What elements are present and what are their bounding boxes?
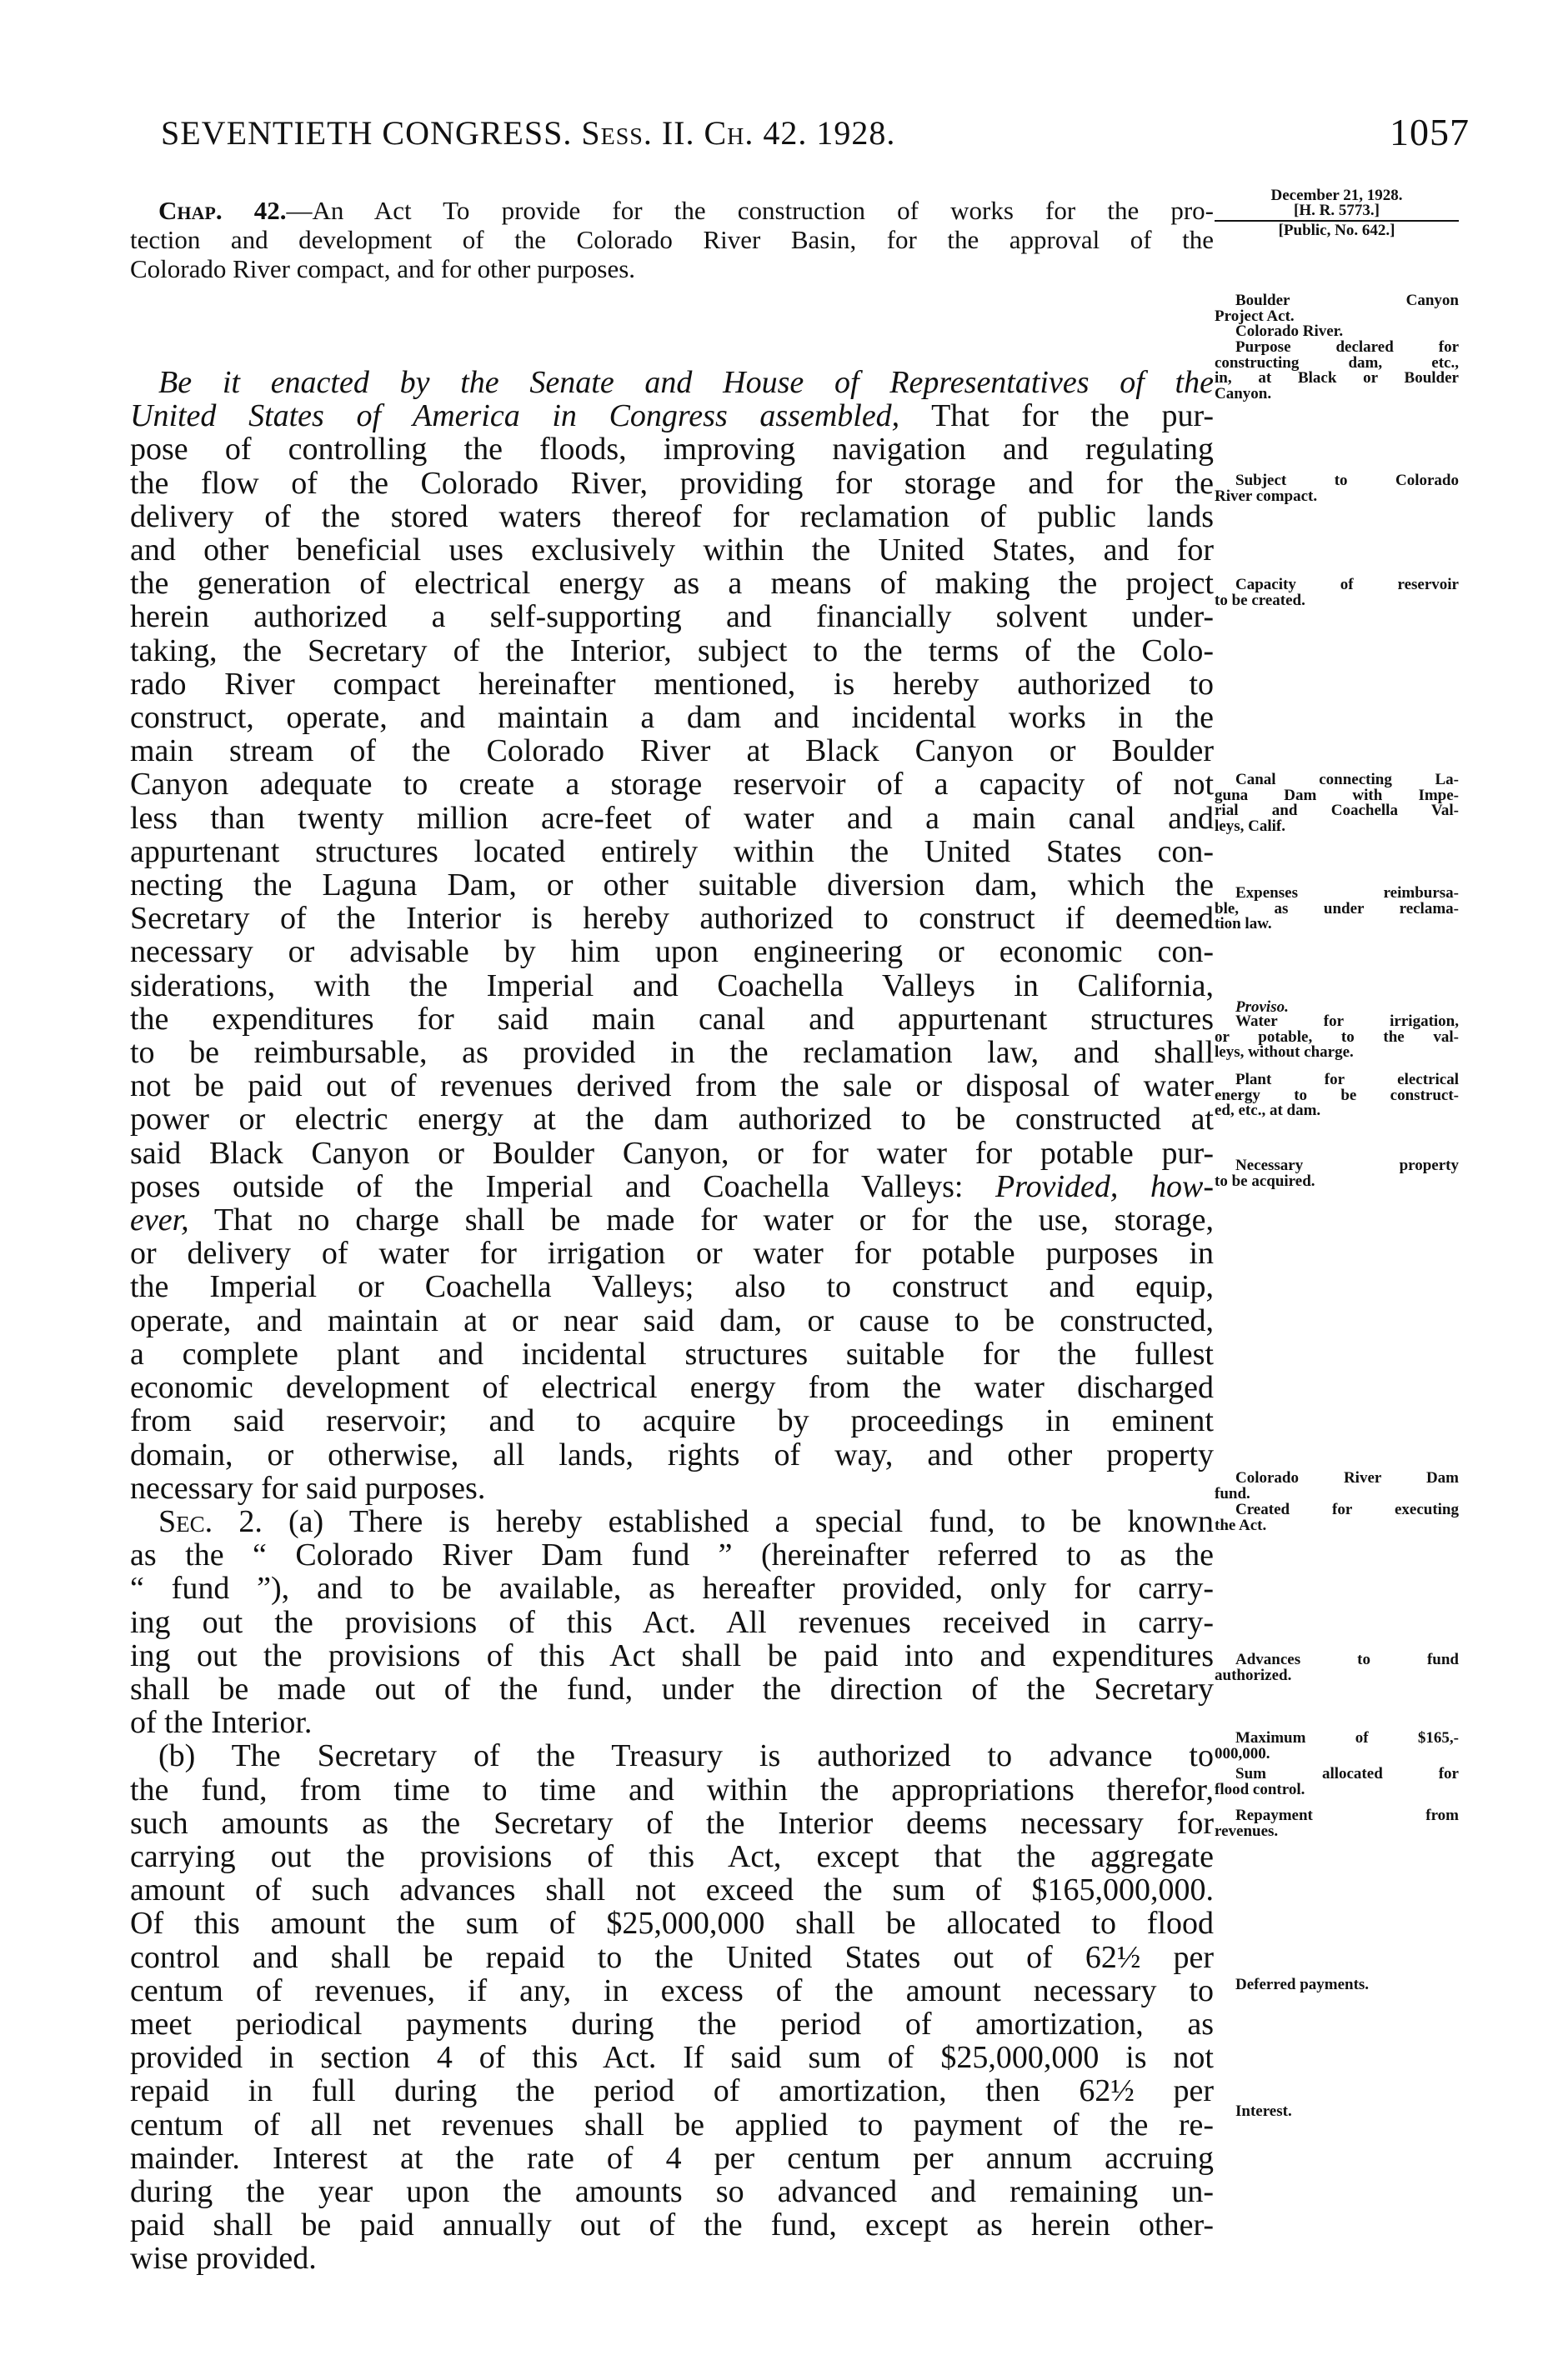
- text-run: repaid in full during the period of amortization, then 62½ per: [130, 2073, 1214, 2109]
- margin-note: [1215, 2104, 1459, 2120]
- text-run: Deferred payments.: [1235, 1976, 1370, 1993]
- year-label: 1928.: [816, 114, 896, 152]
- text-run: Colorado River Dam: [1235, 1469, 1459, 1487]
- text-run: poses outside of the Imperial and Coachella Valleys:: [130, 1168, 996, 1204]
- italic-text: Proviso.: [1235, 998, 1289, 1016]
- text-run: domain, or otherwise, all lands, rights of way, and other property: [130, 1437, 1214, 1472]
- text-run: the flow of the Colorado River, providing for storage and for the: [130, 465, 1214, 501]
- text-line: [130, 1438, 1214, 1472]
- text-line: [130, 1338, 1214, 1371]
- text-line: [130, 399, 1214, 432]
- session-label: Sess. II.: [581, 114, 695, 152]
- margin-note-line: [1215, 917, 1459, 932]
- text-run: of the Interior.: [130, 1705, 313, 1741]
- margin-note: [1215, 1808, 1459, 1839]
- act-body-text: [130, 366, 1214, 2276]
- text-run: the fund, from time to time and within the appropriations therefor,: [130, 1772, 1214, 1808]
- text-run: amount of such advances shall not exceed the sum of $165,000,000.: [130, 1872, 1214, 1908]
- margin-note: [1215, 772, 1459, 834]
- margin-note-line: [1215, 384, 1459, 402]
- text-run: or delivery of water for irrigation or water for potable purposes in: [130, 1236, 1214, 1272]
- text-run: Interest.: [1235, 2102, 1292, 2120]
- text-run: Colorado River.: [1235, 322, 1344, 340]
- margin-note-line: [1215, 1045, 1459, 1061]
- text-run: 2. (a) There is hereby established a special fund, to be known: [213, 1503, 1214, 1539]
- text-run: necessary or advisable by him upon engineering or economic con-: [130, 934, 1214, 970]
- text-line: [130, 1807, 1214, 1840]
- text-line: [130, 1036, 1214, 1069]
- text-line: [130, 2142, 1214, 2175]
- text-line: [130, 2074, 1214, 2108]
- text-run: the Imperial or Coachella Valleys; also to construct and equip,: [130, 1269, 1214, 1305]
- text-line: [130, 969, 1214, 1002]
- text-line: [130, 1974, 1214, 2008]
- text-run: siderations, with the Imperial and Coachella Valleys in California,: [130, 968, 1214, 1003]
- text-line: [130, 802, 1214, 835]
- text-line: [130, 902, 1214, 935]
- chapter-heading-text: —An Act To provide for the construction of works for the pro-: [286, 196, 1214, 225]
- margin-note: [1215, 340, 1459, 402]
- text-line: [130, 1102, 1214, 1136]
- text-run: tion law.: [1215, 915, 1272, 932]
- text-run: Canyon.: [1215, 384, 1272, 402]
- running-header: [161, 113, 1470, 157]
- text-line: [130, 1606, 1214, 1639]
- margin-note: [1215, 1072, 1459, 1119]
- text-line: [130, 600, 1214, 633]
- margin-note-line: [1215, 1518, 1459, 1534]
- text-run: paid shall be paid annually out of the fund, except as herein other-: [130, 2208, 1214, 2243]
- text-run: Purpose declared for: [1235, 338, 1459, 356]
- margin-note-line: [1215, 1978, 1459, 1993]
- text-run: energy to be construct-: [1215, 1086, 1459, 1104]
- text-run: fund.: [1215, 1484, 1250, 1502]
- text-line: [130, 734, 1214, 768]
- text-run: Maximum of $165,-: [1235, 1729, 1459, 1747]
- text-line: [130, 2041, 1214, 2074]
- margin-note: [1215, 1471, 1459, 1502]
- chapter-number: Chap. 42.: [158, 196, 287, 225]
- margin-note: [1215, 1158, 1459, 1189]
- text-run: River compact.: [1215, 487, 1318, 505]
- text-run: Advances to fund: [1235, 1651, 1459, 1668]
- chapter-heading-line: Colorado River compact, and for other purposes.: [130, 254, 636, 283]
- text-run: Water for irrigation,: [1235, 1012, 1459, 1030]
- text-line: [130, 1404, 1214, 1438]
- text-run: Created for executing: [1235, 1501, 1459, 1518]
- text-line: [130, 1069, 1214, 1102]
- margin-note-line: [1215, 324, 1459, 340]
- text-run: during the year upon the amounts so advanced and remaining un-: [130, 2173, 1214, 2209]
- text-run: less than twenty million acre-feet of water and a main canal and: [130, 800, 1214, 836]
- text-line: [130, 1572, 1214, 1605]
- text-run: the generation of electrical energy as a means of making the project: [130, 566, 1214, 602]
- chapter-label: Ch. 42.: [704, 114, 808, 152]
- text-run: and other beneficial uses exclusively within the United States, and for: [130, 532, 1214, 568]
- text-line: [130, 467, 1214, 500]
- margin-note: [1215, 578, 1459, 608]
- margin-note: [1215, 324, 1459, 340]
- text-line: [130, 2208, 1214, 2242]
- text-run: economic development of electrical energy from the water discharged: [130, 1370, 1214, 1406]
- text-line: [130, 2242, 1214, 2275]
- text-run: 000,000.: [1215, 1744, 1270, 1762]
- margin-note: [1215, 1502, 1459, 1533]
- text-line: [130, 701, 1214, 734]
- text-line: [130, 1137, 1214, 1170]
- text-line: [130, 567, 1214, 600]
- text-run: provided in section 4 of this Act. If said sum of $25,000,000 is not: [130, 2040, 1214, 2076]
- text-run: ing out the provisions of this Act. All revenues received in carry-: [130, 1604, 1214, 1640]
- text-run: Canal connecting La-: [1235, 771, 1459, 788]
- text-run: Necessary property: [1235, 1157, 1459, 1174]
- chapter-heading-line: [130, 196, 1214, 225]
- text-run: That no charge shall be made for water or for the use, storage,: [188, 1202, 1214, 1238]
- text-line: [130, 1203, 1214, 1237]
- margin-note-line: [1215, 593, 1459, 609]
- text-line: [130, 1672, 1214, 1706]
- margin-note: [1215, 1014, 1459, 1061]
- text-run: meet periodical payments during the period of amortization, as: [130, 2006, 1214, 2042]
- text-run: as the “ Colorado River Dam fund ” (hereinafter referred to as the: [130, 1538, 1214, 1573]
- text-run: ble, as under reclama-: [1215, 899, 1459, 918]
- congress-title: SEVENTIETH CONGRESS.: [161, 114, 573, 152]
- text-run: Repayment from: [1235, 1807, 1459, 1824]
- text-run: shall be made out of the fund, under the direction of the Secretary: [130, 1671, 1214, 1707]
- text-run: operate, and maintain at or near said dam, or cause to be constructed,: [130, 1302, 1214, 1338]
- text-run: (b) The Secretary of the Treasury is authorized to advance to: [158, 1738, 1214, 1774]
- text-run: mainder. Interest at the rate of 4 per centum per annum accruing: [130, 2140, 1214, 2176]
- text-line: [130, 1505, 1214, 1538]
- margin-note: [1215, 473, 1459, 504]
- text-run: to be acquired.: [1215, 1172, 1315, 1190]
- italic-text: United States of America in Congress assembled,: [130, 398, 900, 434]
- text-line: [130, 1639, 1214, 1672]
- text-run: delivery of the stored waters thereof for reclamation of public lands: [130, 498, 1214, 534]
- text-line: [130, 2175, 1214, 2208]
- text-run: leys, without charge.: [1215, 1043, 1354, 1061]
- text-run: Capacity of reservoir: [1235, 576, 1459, 593]
- text-run: leys, Calif.: [1215, 817, 1285, 835]
- margin-note-line: [1215, 1744, 1459, 1762]
- text-run: Expenses reimbursa-: [1235, 884, 1459, 902]
- text-line: [130, 1538, 1214, 1572]
- text-run: or potable, to the val-: [1215, 1028, 1459, 1046]
- text-run: centum of all net revenues shall be applied to payment of the re-: [130, 2107, 1214, 2142]
- margin-note-line: [1215, 1782, 1459, 1798]
- text-run: main stream of the Colorado River at Black Canyon or Boulder: [130, 733, 1214, 769]
- text-line: [130, 1270, 1214, 1303]
- enactment-info: [1215, 188, 1459, 238]
- text-line: [130, 1304, 1214, 1338]
- text-line: [130, 634, 1214, 668]
- text-run: such amounts as the Secretary of the Interior deems necessary for: [130, 1805, 1214, 1841]
- text-line: [130, 1237, 1214, 1270]
- text-line: [130, 868, 1214, 902]
- bill-number: [H. R. 5773.]: [1294, 202, 1380, 219]
- text-line: [130, 1907, 1214, 1940]
- margin-note-line: [1215, 489, 1459, 505]
- text-run: centum of revenues, if any, in excess of the amount necessary to: [130, 1972, 1214, 2008]
- text-run: necessary for said purposes.: [130, 1470, 486, 1506]
- text-run: to be reimbursable, as provided in the reclamation law, and shall: [130, 1035, 1214, 1071]
- text-line: [130, 1002, 1214, 1036]
- text-line: [130, 1371, 1214, 1404]
- margin-note-line: [1215, 1471, 1459, 1487]
- text-line: [130, 366, 1214, 399]
- text-run: Sum allocated for: [1235, 1765, 1459, 1782]
- margin-note: [1215, 1652, 1459, 1683]
- text-line: [130, 1773, 1214, 1807]
- text-run: Plant for electrical: [1235, 1071, 1459, 1088]
- text-line: [130, 2108, 1214, 2142]
- text-run: Project Act.: [1215, 307, 1295, 325]
- italic-text: Provided, how-: [995, 1168, 1214, 1204]
- margin-note-line: [1215, 1174, 1459, 1190]
- text-run: from said reservoir; and to acquire by proceedings in eminent: [130, 1403, 1214, 1439]
- enactment-date: December 21, 1928.: [1270, 187, 1403, 204]
- text-run: Subject to Colorado: [1235, 472, 1459, 489]
- chapter-heading-line: tection and development of the Colorado River Basin, for the approval of the: [130, 225, 1214, 254]
- text-line: [130, 935, 1214, 968]
- italic-text: ever,: [130, 1202, 189, 1238]
- text-line: [130, 432, 1214, 466]
- text-run: power or electric energy at the dam authorized to be constructed at: [130, 1102, 1214, 1138]
- text-run: flood control.: [1215, 1780, 1305, 1798]
- margin-note: [1215, 293, 1459, 324]
- text-line: [130, 1941, 1214, 1974]
- chapter-heading: [130, 196, 1214, 283]
- margin-note-line: [1215, 1103, 1459, 1119]
- text-run: ing out the provisions of this Act shall be paid into and expenditures: [130, 1638, 1214, 1673]
- text-run: pose of controlling the floods, improving navigation and regulating: [130, 432, 1214, 468]
- text-run: ed, etc., at dam.: [1215, 1102, 1321, 1119]
- text-run: revenues.: [1215, 1822, 1279, 1840]
- margin-note-line: [1215, 1484, 1459, 1502]
- text-line: [130, 500, 1214, 533]
- text-line: [130, 2008, 1214, 2041]
- text-run: control and shall be repaid to the United States out of 62½ per: [130, 1939, 1214, 1975]
- text-run: Secretary of the Interior is hereby authorized to construct if deemed: [130, 901, 1214, 937]
- text-run: a complete plant and incidental structures suitable for the fullest: [130, 1336, 1214, 1372]
- page-number: 1057: [1390, 111, 1470, 153]
- margin-note-line: [1215, 819, 1459, 835]
- text-line: [130, 1873, 1214, 1907]
- text-run: Canyon adequate to create a storage reservoir of a capacity of not: [130, 767, 1214, 802]
- section-label: Sec.: [158, 1503, 213, 1539]
- text-run: carrying out the provisions of this Act, except that the aggregate: [130, 1838, 1214, 1874]
- text-line: [130, 835, 1214, 868]
- text-run: Boulder Canyon: [1235, 292, 1459, 309]
- text-run: rado River compact hereinafter mentioned, is hereby authorized to: [130, 666, 1214, 702]
- text-run: guna Dam with Impe-: [1215, 786, 1459, 804]
- text-run: necting the Laguna Dam, or other suitable diversion dam, which the: [130, 868, 1214, 903]
- text-run: constructing dam, etc.,: [1215, 353, 1459, 372]
- text-run: not be paid out of revenues derived from the sale or disposal of water: [130, 1068, 1214, 1104]
- text-run: the Act.: [1215, 1516, 1267, 1534]
- text-line: [130, 1170, 1214, 1203]
- text-line: [130, 1840, 1214, 1873]
- margin-note: [1215, 1767, 1459, 1798]
- text-run: herein authorized a self-supporting and financially solvent under-: [130, 599, 1214, 635]
- text-run: wise provided.: [130, 2241, 317, 2277]
- text-run: “ fund ”), and to be available, as hereafter provided, only for carry-: [130, 1571, 1214, 1607]
- text-run: That for the pur-: [899, 398, 1214, 434]
- text-run: said Black Canyon or Boulder Canyon, or for water for potable pur-: [130, 1135, 1214, 1171]
- public-law-number: [Public, No. 642.]: [1278, 222, 1395, 239]
- running-title: [161, 113, 895, 152]
- text-run: taking, the Secretary of the Interior, subject to the terms of the Colo-: [130, 632, 1214, 668]
- margin-note-line: [1215, 1668, 1459, 1684]
- margin-note: [1215, 886, 1459, 932]
- text-line: [130, 668, 1214, 701]
- text-line: [130, 768, 1214, 801]
- text-line: [130, 533, 1214, 567]
- text-run: the expenditures for said main canal and appurtenant structures: [130, 1001, 1214, 1037]
- text-run: authorized.: [1215, 1666, 1292, 1684]
- text-run: construct, operate, and maintain a dam and incidental works in the: [130, 700, 1214, 736]
- italic-text: Be it enacted by the Senate and House of Representatives of the: [158, 365, 1214, 400]
- text-run: appurtenant structures located entirely within the United States con-: [130, 833, 1214, 869]
- margin-note-line: [1215, 1824, 1459, 1840]
- text-run: in, at Black or Boulder: [1215, 369, 1459, 387]
- text-run: Of this amount the sum of $25,000,000 shall be allocated to flood: [130, 1906, 1214, 1942]
- text-run: to be created.: [1215, 591, 1305, 609]
- text-run: rial and Coachella Val-: [1215, 802, 1459, 819]
- text-line: [130, 1706, 1214, 1739]
- text-line: [130, 1472, 1214, 1505]
- margin-note: [1215, 1978, 1459, 1993]
- margin-note: [1215, 1731, 1459, 1762]
- text-line: [130, 1739, 1214, 1772]
- margin-note-line: [1215, 2104, 1459, 2120]
